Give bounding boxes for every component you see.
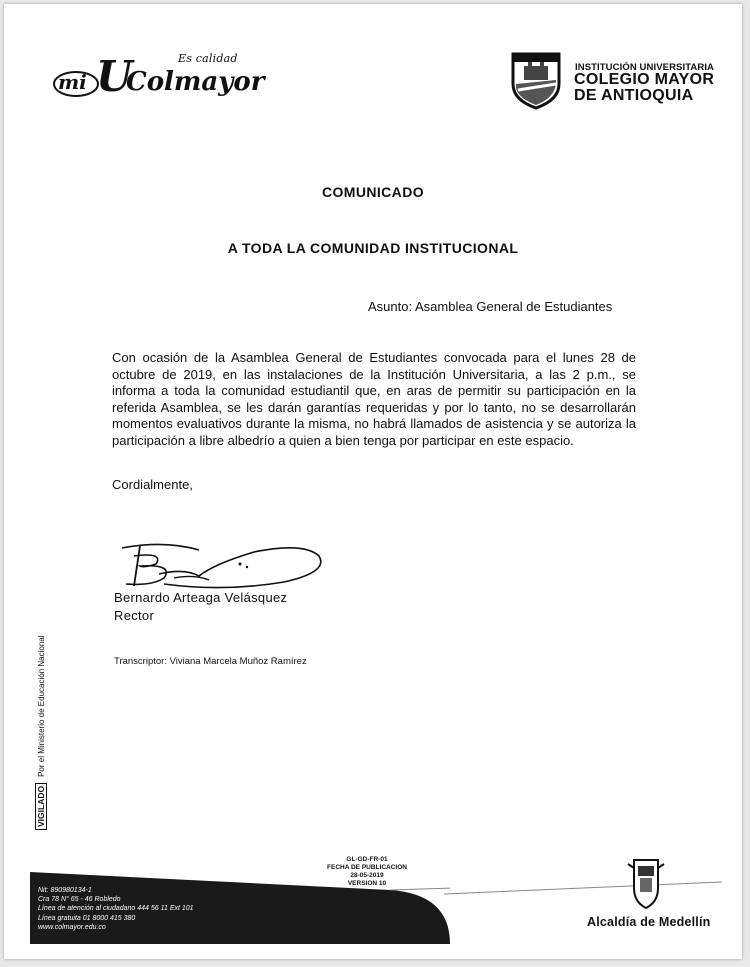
institution-line3: DE ANTIOQUIA	[574, 87, 694, 104]
publication-code: GL-GD-FR-01	[346, 856, 388, 863]
document-title: COMUNICADO	[322, 184, 424, 200]
vigilado-stamp	[24, 635, 48, 830]
footer-phone: Línea de atención al ciudadano 444 56 11 Ext 101	[38, 905, 194, 913]
logo-brand: Colmayor	[126, 67, 265, 97]
alcaldia-label: Alcaldía de Medellín	[587, 915, 711, 929]
transcriptor-note: Transcriptor: Viviana Marcela Muñoz Ramírez	[114, 656, 307, 667]
alcaldia-medellin-crest-icon	[626, 858, 666, 910]
institution-line2: COLEGIO MAYOR	[574, 71, 715, 88]
document-addressee: A TODA LA COMUNIDAD INSTITUCIONAL	[227, 240, 519, 256]
handwritten-signature	[104, 534, 329, 594]
footer-website: www.colmayor.edu.co	[38, 923, 106, 931]
vigilado-label: VIGILADO	[35, 783, 47, 830]
signer-role: Rector	[114, 608, 155, 623]
footer-address: Cra 78 N° 65 - 46 Robledo	[38, 896, 121, 904]
mi-u-colmayor-logo	[46, 52, 265, 112]
logo-tagline: Es calidad	[178, 52, 238, 65]
document-closing: Cordialmente,	[112, 477, 193, 492]
logo-swoosh-icon	[52, 68, 100, 100]
footer-divider-line	[444, 880, 724, 896]
footer-contact	[38, 886, 194, 932]
colegio-mayor-crest-icon	[510, 50, 562, 110]
institution-line1: INSTITUCIÓN UNIVERSITARIA	[575, 62, 715, 73]
document-body: Con ocasión de la Asamblea General de Estudiantes convocada para el lunes 28 de octubre de 2019, en las instalaciones de la Institución Universitaria, a las 2 p.m., se informa a toda la comunidad estudiantil que, en aras de permitir su participación en la referida Asamblea, se les darán garantías requeridas y por lo tanto, no se desarrollarán momentos evaluativos durante la misma, no habrá llamados de asistencia y se autoriza la participación a libre albedrío a quien a bien tenga por participar en este espacio.	[112, 350, 636, 448]
document-subject: Asunto: Asamblea General de Estudiantes	[368, 299, 613, 314]
publication-date: 28-05-2019	[350, 872, 384, 879]
signer-name: Bernardo Arteaga Velásquez	[114, 590, 288, 605]
footer-nit: Nit: 890980134-1	[38, 887, 92, 894]
document-page	[4, 4, 742, 959]
footer-tollfree: Línea gratuita 01 8000 415 380	[38, 914, 136, 922]
vigilado-ministry: Por el Ministerio de Educación Nacional	[37, 635, 46, 777]
publication-version: VERSION 10	[347, 880, 387, 887]
logo-u: U	[96, 52, 133, 101]
logo-mi: mi	[58, 70, 87, 94]
publication-label: FECHA DE PUBLICACION	[327, 864, 407, 871]
